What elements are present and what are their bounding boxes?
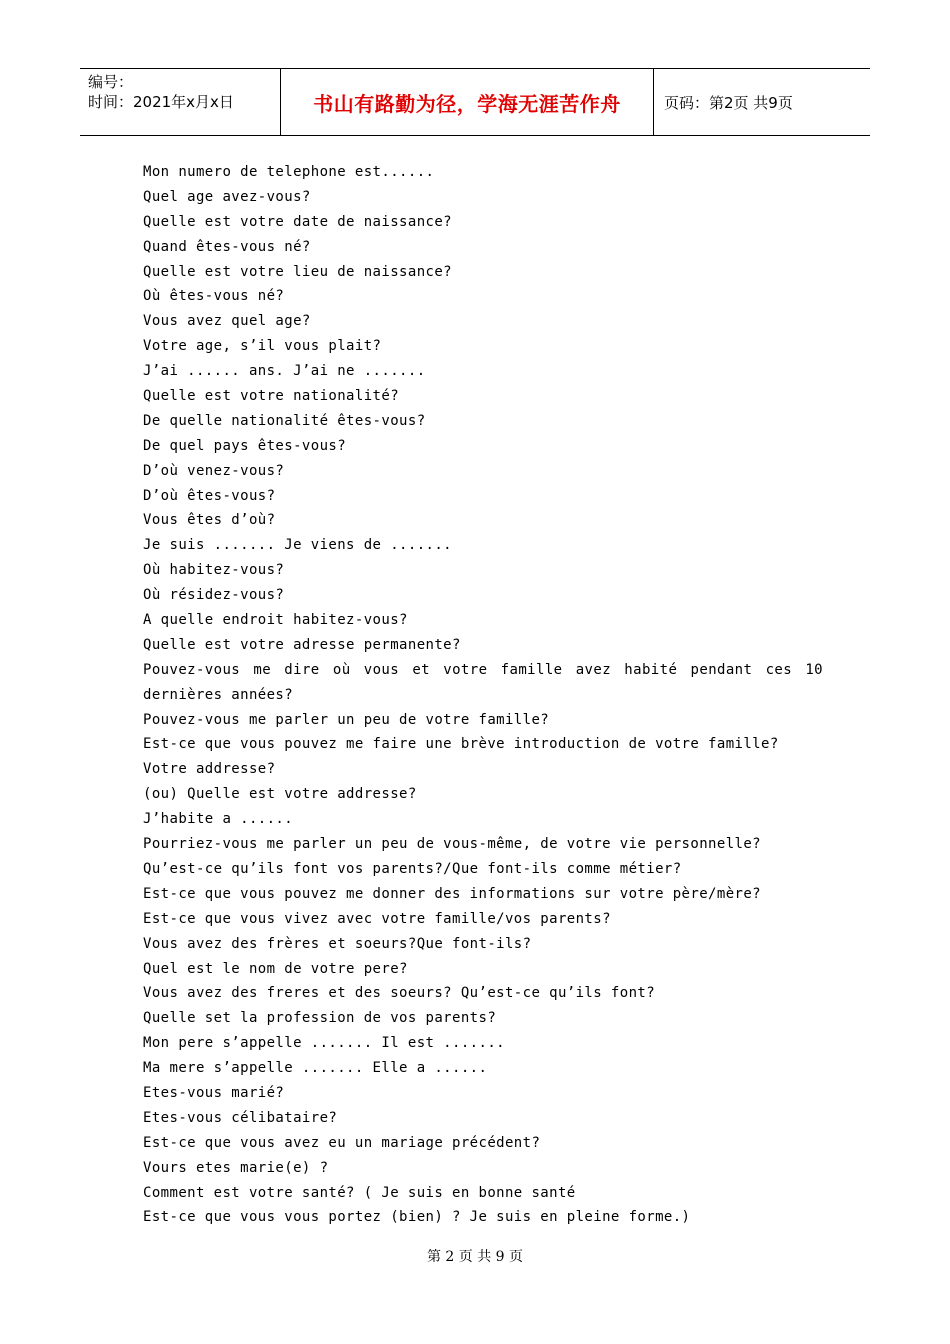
text-line: Est-ce que vous vivez avec votre famille/vos parents? <box>143 910 611 927</box>
text-line: Pourriez-vous me parler un peu de vous-même, de votre vie personnelle? <box>143 836 762 853</box>
text-line: Quelle est votre adresse permanente? <box>143 636 461 653</box>
text-line: Est-ce que vous pouvez me faire une brève introduction de votre famille? <box>143 736 779 753</box>
text-line: Mon pere s’appelle ....... Il est ....... <box>143 1035 505 1052</box>
text-line: Où êtes-vous né? <box>143 288 285 305</box>
number-label: 编号： <box>88 73 134 91</box>
text-line: Vous avez des freres et des soeurs? Qu’est-ce qu’ils font? <box>143 985 656 1002</box>
text-line: Est-ce que vous avez eu un mariage précédent? <box>143 1134 541 1151</box>
text-line: Quel age avez-vous? <box>143 188 311 205</box>
text-line: J’habite a ...... <box>143 811 294 828</box>
text-line: D’où venez-vous? <box>143 462 285 479</box>
text-line: Quelle est votre date de naissance? <box>143 213 453 230</box>
text-line: Comment est votre santé? ( Je suis en bonne santé <box>143 1184 576 1201</box>
text-line: dernières années? <box>143 686 294 703</box>
header-page-label: 页码：第2页 共9页 <box>664 93 793 112</box>
text-line: J’ai ...... ans. J’ai ne ....... <box>143 363 426 380</box>
text-line: Où résidez-vous? <box>143 587 285 604</box>
text-line: Mon numero de telephone est...... <box>143 164 435 180</box>
header-info-cell <box>80 69 281 135</box>
text-line: Je suis ....... Je viens de ....... <box>143 537 453 554</box>
text-line: Ma mere s’appelle ....... Elle a ...... <box>143 1060 488 1077</box>
text-line: Etes-vous célibataire? <box>143 1109 338 1126</box>
text-line: Vous avez quel age? <box>143 313 311 330</box>
text-line: Votre age, s’il vous plait? <box>143 338 382 355</box>
text-line: Quel est le nom de votre pere? <box>143 960 408 977</box>
text-line: Vous êtes d’où? <box>143 512 276 529</box>
text-line: Votre addresse? <box>143 761 276 778</box>
text-line: (ou) Quelle est votre addresse? <box>143 786 417 803</box>
date-label: 时间：2021年x月x日 <box>88 93 234 111</box>
text-line: Quelle est votre lieu de naissance? <box>143 263 453 280</box>
text-line: Vours etes marie(e) ? <box>143 1159 329 1176</box>
header-motto: 书山有路勤为径，学海无涯苦作舟 <box>281 69 654 135</box>
page-header <box>80 68 870 136</box>
text-line: Quelle est votre nationalité? <box>143 388 400 405</box>
text-line: D’où êtes-vous? <box>143 487 276 504</box>
text-line: Est-ce que vous pouvez me donner des informations sur votre père/mère? <box>143 885 762 902</box>
text-line: Pouvez-vous me dire où vous et votre famille avez habité pendant ces 10 <box>143 661 823 678</box>
text-line: Quand êtes-vous né? <box>143 238 311 255</box>
text-line: Est-ce que vous vous portez (bien) ? Je suis en pleine forme.) <box>143 1209 691 1226</box>
text-line: De quel pays êtes-vous? <box>143 437 347 454</box>
text-line: Vous avez des frères et soeurs?Que font-ils? <box>143 935 532 952</box>
text-line: Etes-vous marié? <box>143 1084 285 1101</box>
text-line: Qu’est-ce qu’ils font vos parents?/Que font-ils comme métier? <box>143 860 682 877</box>
text-line: De quelle nationalité êtes-vous? <box>143 412 426 429</box>
page-footer: 第 2 页 共 9 页 <box>426 1249 524 1265</box>
text-line: Pouvez-vous me parler un peu de votre famille? <box>143 711 550 728</box>
text-line: Quelle set la profession de vos parents? <box>143 1010 497 1027</box>
text-line: Où habitez-vous? <box>143 562 285 579</box>
text-line: A quelle endroit habitez-vous? <box>143 612 408 629</box>
document-body <box>143 160 823 1230</box>
